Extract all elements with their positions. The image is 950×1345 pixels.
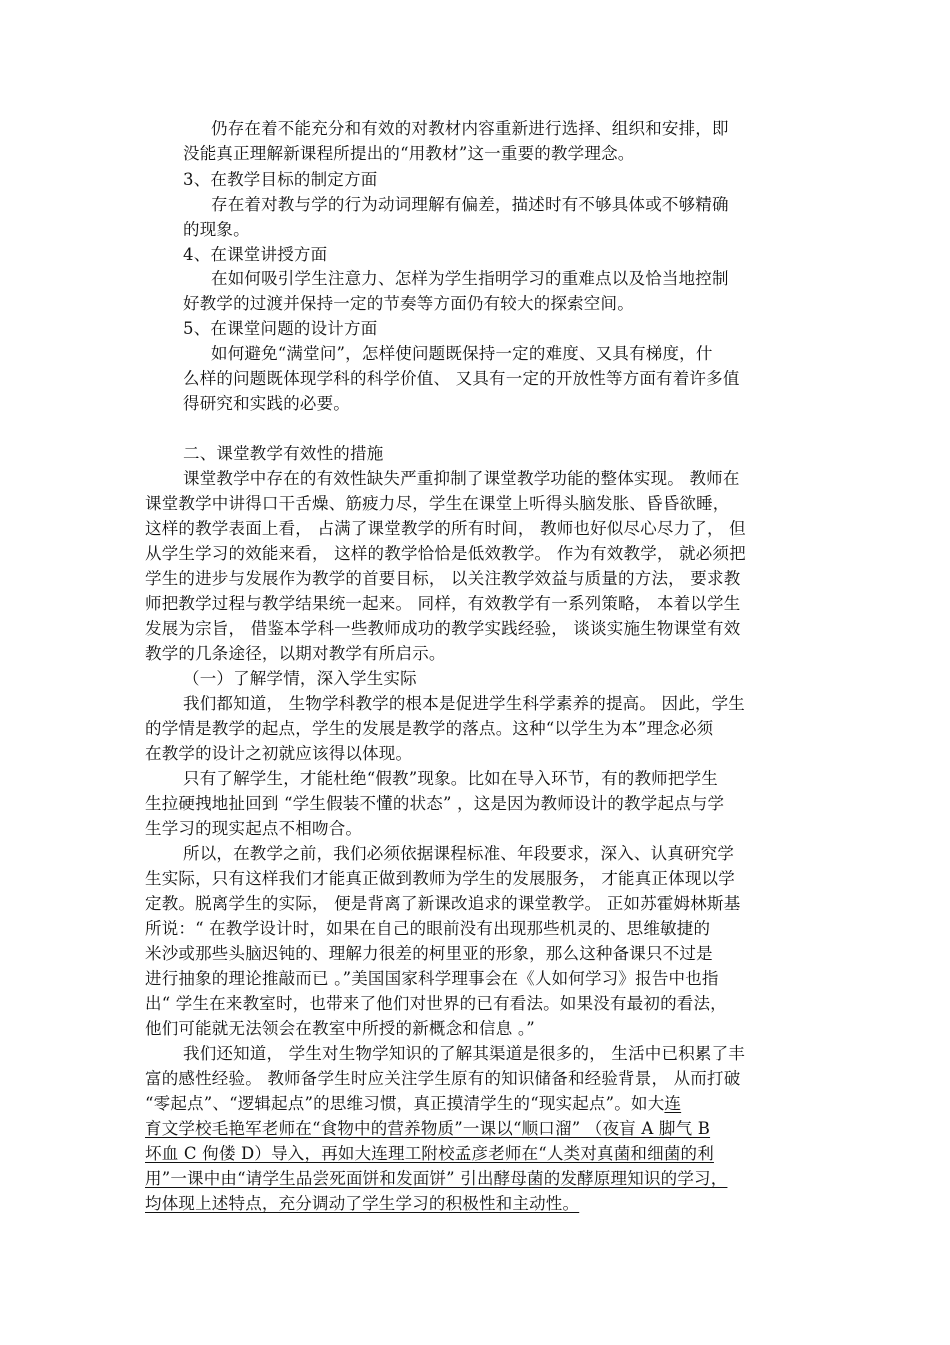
text-line: 么样的问题既体现学科的科学价值、 又具有一定的开放性等方面有着许多值 bbox=[183, 369, 740, 388]
section-heading: 二、课堂教学有效性的措施 bbox=[183, 444, 384, 463]
underlined-line: 均体现上述特点，充分调动了学生学习的积极性和主动性。 bbox=[145, 1194, 580, 1213]
text-segment: “零起点”、“逻辑起点”的思维习惯，真正摸清学生的“现实起点”。如大 bbox=[145, 1094, 665, 1113]
underlined-text: 连 bbox=[664, 1094, 682, 1113]
text-line: 这样的教学表面上看， 占满了课堂教学的所有时间， 教师也好似尽心尽力了， 但 bbox=[145, 519, 746, 538]
text-line: 学生的进步与发展作为教学的首要目标， 以关注教学效益与质量的方法， 要求教 bbox=[145, 569, 741, 588]
text-line: 课堂教学中讲得口干舌燥、筋疲力尽，学生在课堂上听得头脑发胀、昏昏欲睡， bbox=[145, 494, 730, 513]
text-line: 师把教学过程与教学结果统一起来。 同样，有效教学有一系列策略， 本着以学生 bbox=[145, 594, 741, 613]
text-line: 出“ 学生在来教室时，也带来了他们对世界的已有看法。如果没有最初的看法， bbox=[145, 994, 727, 1013]
text-line: 没能真正理解新课程所提出的“用教材”这一重要的教学理念。 bbox=[183, 144, 635, 163]
list-heading: 4、在课堂讲授方面 bbox=[183, 245, 328, 264]
text-line: 在如何吸引学生注意力、怎样为学生指明学习的重难点以及恰当地控制 bbox=[211, 269, 729, 288]
text-line: 进行抽象的理论推敲而已 。”美国国家科学理事会在《人如何学习》报告中也指 bbox=[145, 969, 719, 988]
text-line: 所以，在教学之前，我们必须依据课程标准、年段要求，深入、认真研究学 bbox=[183, 844, 735, 863]
text-line: 的学情是教学的起点，学生的发展是教学的落点。这种“以学生为本”理念必须 bbox=[145, 719, 714, 738]
text-line bbox=[145, 1093, 681, 1115]
text-line: 只有了解学生，才能杜绝“假教”现象。比如在导入环节，有的教师把学生 bbox=[183, 769, 718, 788]
text-line: 生拉硬拽地扯回到 “学生假装不懂的状态” ，这是因为教师设计的教学起点与学 bbox=[145, 794, 725, 813]
list-heading: 5、在课堂问题的设计方面 bbox=[183, 319, 378, 338]
text-line: 的现象。 bbox=[183, 220, 250, 239]
underlined-line: 坏血 C 佝偻 D）导入，再如大连理工附校孟彦老师在“人类对真菌和细菌的利 bbox=[145, 1144, 714, 1163]
text-line: 好教学的过渡并保持一定的节奏等方面仍有较大的探索空间。 bbox=[183, 294, 634, 313]
text-line: 如何避免“满堂问”，怎样使问题既保持一定的难度、又具有梯度，什 bbox=[211, 344, 713, 363]
text-line: 所说：“ 在教学设计时，如果在自己的眼前没有出现那些机灵的、思维敏捷的 bbox=[145, 919, 711, 938]
text-line: 我们还知道， 学生对生物学知识的了解其渠道是很多的， 生活中已积累了丰 bbox=[183, 1044, 745, 1063]
text-line: 得研究和实践的必要。 bbox=[183, 394, 350, 413]
underlined-line: 用”一课中由“请学生品尝死面饼和发面饼” 引出酵母菌的发酵原理知识的学习， bbox=[145, 1169, 728, 1188]
text-line: 存在着对教与学的行为动词理解有偏差，描述时有不够具体或不够精确 bbox=[211, 195, 729, 214]
text-line: 定教。脱离学生的实际， 便是背离了新课改追求的课堂教学。 正如苏霍姆林斯基 bbox=[145, 894, 741, 913]
text-line: 生学习的现实起点不相吻合。 bbox=[145, 819, 363, 838]
underlined-line: 育文学校毛艳军老师在“食物中的营养物质”一课以“顺口溜” （夜盲 A 脚气 B bbox=[145, 1119, 711, 1138]
text-line: 教学的几条途径，以期对教学有所启示。 bbox=[145, 644, 446, 663]
text-line: 仍存在着不能充分和有效的对教材内容重新进行选择、组织和安排，即 bbox=[211, 119, 729, 138]
text-line: 从学生学习的效能来看， 这样的教学恰恰是低效教学。 作为有效教学， 就必须把 bbox=[145, 544, 746, 563]
text-line: 发展为宗旨， 借鉴本学科一些教师成功的教学实践经验， 谈谈实施生物课堂有效 bbox=[145, 619, 741, 638]
text-line: 课堂教学中存在的有效性缺失严重抑制了课堂教学功能的整体实现。 教师在 bbox=[183, 469, 740, 488]
list-heading: 3、在教学目标的制定方面 bbox=[183, 170, 378, 189]
text-line: 生实际，只有这样我们才能真正做到教师为学生的发展服务， 才能真正体现以学 bbox=[145, 869, 735, 888]
text-line: 在教学的设计之初就应该得以体现。 bbox=[145, 744, 413, 763]
text-line: 我们都知道， 生物学科教学的根本是促进学生科学素养的提高。 因此，学生 bbox=[183, 694, 745, 713]
text-line: 他们可能就无法领会在教室中所授的新概念和信息 。” bbox=[145, 1019, 535, 1038]
text-line: 米沙或那些头脑迟钝的、理解力很差的柯里亚的形象，那么这种备课只不过是 bbox=[145, 944, 713, 963]
text-line: 富的感性经验。 教师备学生时应关注学生原有的知识储备和经验背景， 从而打破 bbox=[145, 1069, 741, 1088]
subsection-heading: （一）了解学情，深入学生实际 bbox=[183, 669, 417, 688]
